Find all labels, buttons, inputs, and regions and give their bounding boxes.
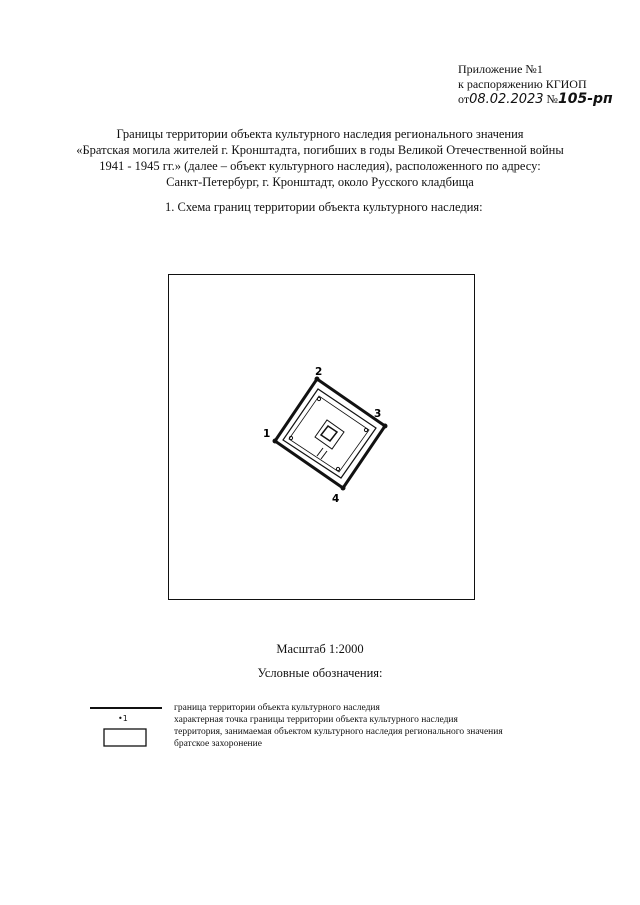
section-heading: 1. Схема границ территории объекта культурного наследия: (165, 200, 483, 214)
boundary-point-symbol-label: •1 (118, 714, 128, 723)
legend-title: Условные обозначения: (257, 666, 383, 680)
legend-item-text: характерная точка границы территории объекта культурного наследия (174, 715, 458, 725)
appendix-line-1: Приложение №1 (458, 62, 543, 76)
title-line-1: Границы территории объекта культурного наследия регионального значения (116, 127, 524, 141)
boundary-point-3 (383, 424, 388, 429)
appendix-line-3 (458, 92, 613, 107)
document-title (60, 126, 580, 190)
entrance-path-right (321, 451, 327, 459)
boundary-scheme-drawing (169, 275, 473, 598)
entrance-path-left (317, 448, 323, 456)
legend-item (88, 726, 568, 738)
legend-item (88, 702, 568, 714)
appendix-from-label: от (458, 92, 470, 106)
corner-marker (317, 397, 320, 400)
boundary-point-4 (341, 486, 346, 491)
point-label-4: 4 (332, 493, 340, 505)
point-label-3: 3 (374, 408, 382, 420)
legend-item (88, 714, 568, 726)
legend-item-text: братское захоронение (174, 739, 262, 749)
point-label-2: 2 (315, 366, 323, 378)
boundary-point-symbol (88, 714, 164, 726)
point-label-1: 1 (263, 428, 271, 440)
title-line-4: Санкт-Петербург, г. Кронштадт, около Русского кладбища (166, 175, 474, 189)
appendix-header (458, 62, 613, 107)
map-scale: Масштаб 1:2000 (276, 642, 364, 656)
boundary-point-1 (273, 439, 278, 444)
monument (321, 426, 337, 441)
corner-marker (289, 436, 292, 439)
title-line-2: «Братская могила жителей г. Кронштадта, погибших в годы Великой Отечественной войны (76, 143, 564, 157)
appendix-number: 105-рп (557, 91, 613, 107)
legend-item (88, 738, 568, 750)
legend-item-text: территория, занимаемая объектом культурного наследия регионального значения (174, 727, 503, 737)
appendix-line-2: к распоряжению КГИОП (458, 77, 587, 91)
title-line-3: 1941 - 1945 гг.» (далее – объект культурного наследия), расположенного по адресу: (99, 159, 541, 173)
corner-marker (336, 467, 339, 470)
appendix-no-label: № (546, 92, 558, 106)
boundary-scheme-map (168, 274, 475, 600)
boundary-line-symbol (88, 702, 164, 714)
corner-marker (364, 428, 367, 431)
appendix-date: 08.02.2023 (469, 92, 544, 107)
legend-item-text: граница территории объекта культурного наследия (174, 703, 380, 713)
